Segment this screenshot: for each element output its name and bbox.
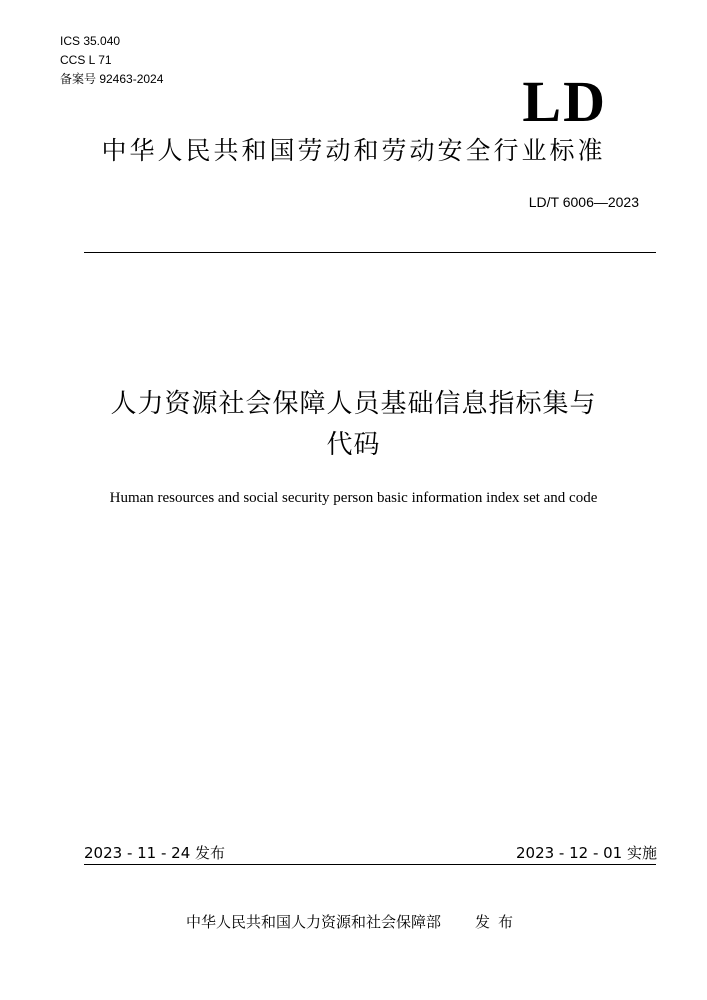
- standard-category-title: 中华人民共和国劳动和劳动安全行业标准: [101, 136, 606, 165]
- issuer-line: [0, 912, 707, 932]
- top-divider: [84, 252, 656, 253]
- chinese-title-line-1: 人力资源社会保障人员基础信息指标集与: [110, 389, 597, 419]
- filing-number: 备案号 92463-2024: [60, 72, 164, 86]
- issue-date: 2023 - 11 - 24 发布: [84, 844, 226, 862]
- bottom-divider: [84, 864, 656, 865]
- ccs-code: CCS L 71: [60, 53, 112, 67]
- chinese-title-line-2: 代码: [326, 430, 381, 460]
- standard-number: LD/T 6006—2023: [528, 194, 639, 210]
- issuer-organization: 中华人民共和国人力资源和社会保障部: [185, 913, 441, 931]
- implementation-date: 2023 - 12 - 01 实施: [515, 844, 657, 862]
- issuer-action: 发布: [475, 913, 522, 931]
- english-title: Human resources and social security person basic information index set and code: [109, 490, 598, 506]
- ics-code: ICS 35.040: [60, 34, 121, 48]
- ld-logo: LD: [522, 69, 607, 134]
